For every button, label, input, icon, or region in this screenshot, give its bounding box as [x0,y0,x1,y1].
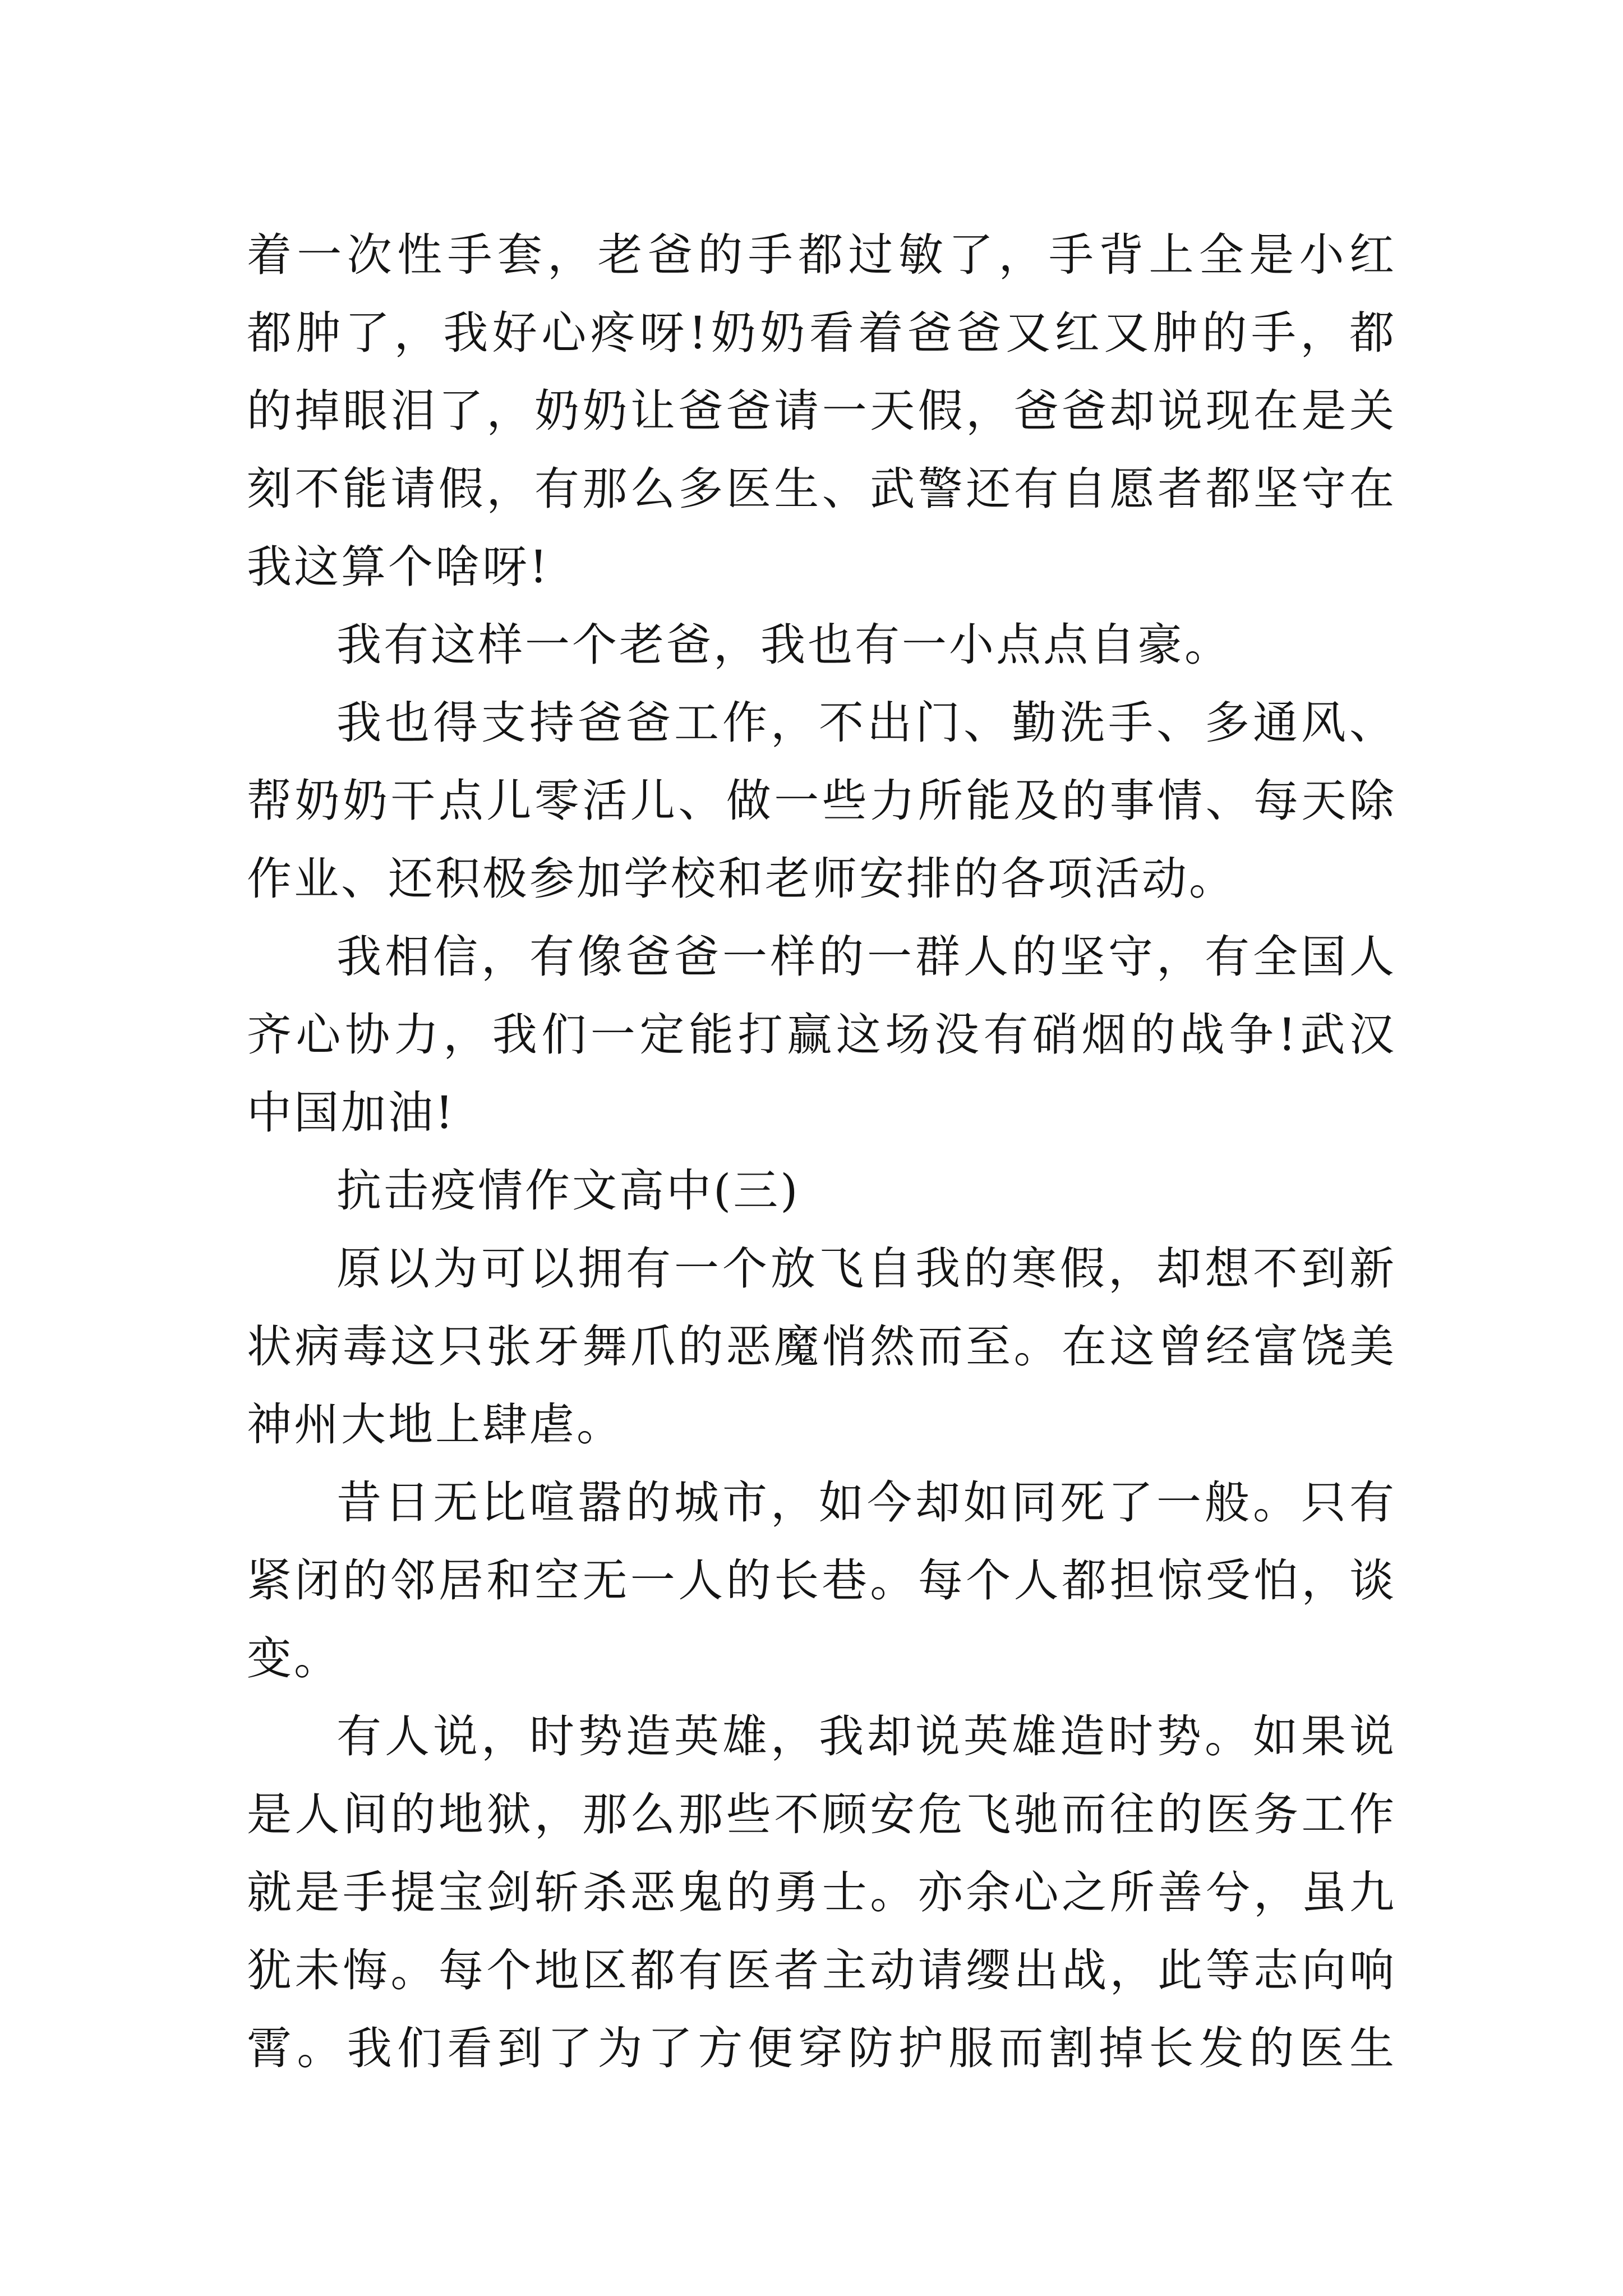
text-line: 抗击疫情作文高中(三) [336,1165,800,1217]
body-text [247,216,1396,2087]
text-line: 中国加油! [247,1087,456,1139]
text-line: 神州大地上肆虐。 [247,1398,624,1451]
text-line: 霄。我们看到了为了方便穿防护服而割掉长发的医生 [247,2022,1396,2074]
text-line: 紧闭的邻居和空无一人的长巷。每个人都担惊受怕，谈 [247,1554,1396,1607]
text-line: 着一次性手套，老爸的手都过敏了，手背上全是小红 [247,229,1396,281]
text-line: 帮奶奶干点儿零活儿、做一些力所能及的事情、每天除 [247,775,1396,827]
text-line: 我这算个啥呀! [247,541,550,593]
text-line: 作业、还积极参加学校和老师安排的各项活动。 [247,853,1236,905]
text-line: 犹未悔。每个地区都有医者主动请缨出战，此等志向响 [247,1944,1396,1996]
text-line: 是人间的地狱，那么那些不顾安危飞驰而往的医务工作 [247,1788,1396,1841]
text-line: 原以为可以拥有一个放飞自我的寒假，却想不到新 [336,1243,1396,1295]
text-line: 我也得支持爸爸工作，不出门、勤洗手、多通风、 [336,697,1396,749]
text-line: 我有这样一个老爸，我也有一小点点自豪。 [336,619,1232,671]
text-line: 昔日无比喧嚣的城市，如今却如同死了一般。只有 [336,1476,1396,1529]
text-line: 都肿了，我好心疼呀!奶奶看着爸爸又红又肿的手，都 [247,307,1396,359]
text-line: 就是手提宝剑斩杀恶鬼的勇士。亦余心之所善兮，虽九 [247,1866,1396,1918]
text-line: 变。 [247,1632,341,1685]
text-line: 的掉眼泪了，奶奶让爸爸请一天假，爸爸却说现在是关 [247,385,1396,437]
text-line: 齐心协力，我们一定能打赢这场没有硝烟的战争!武汉 [247,1009,1396,1061]
text-line: 刻不能请假，有那么多医生、武警还有自愿者都坚守在 [247,463,1396,515]
text-line: 状病毒这只张牙舞爪的恶魔悄然而至。在这曾经富饶美 [247,1320,1396,1373]
text-line: 有人说，时势造英雄，我却说英雄造时势。如果说 [336,1710,1396,1763]
text-line: 我相信，有像爸爸一样的一群人的坚守，有全国人 [336,931,1396,983]
